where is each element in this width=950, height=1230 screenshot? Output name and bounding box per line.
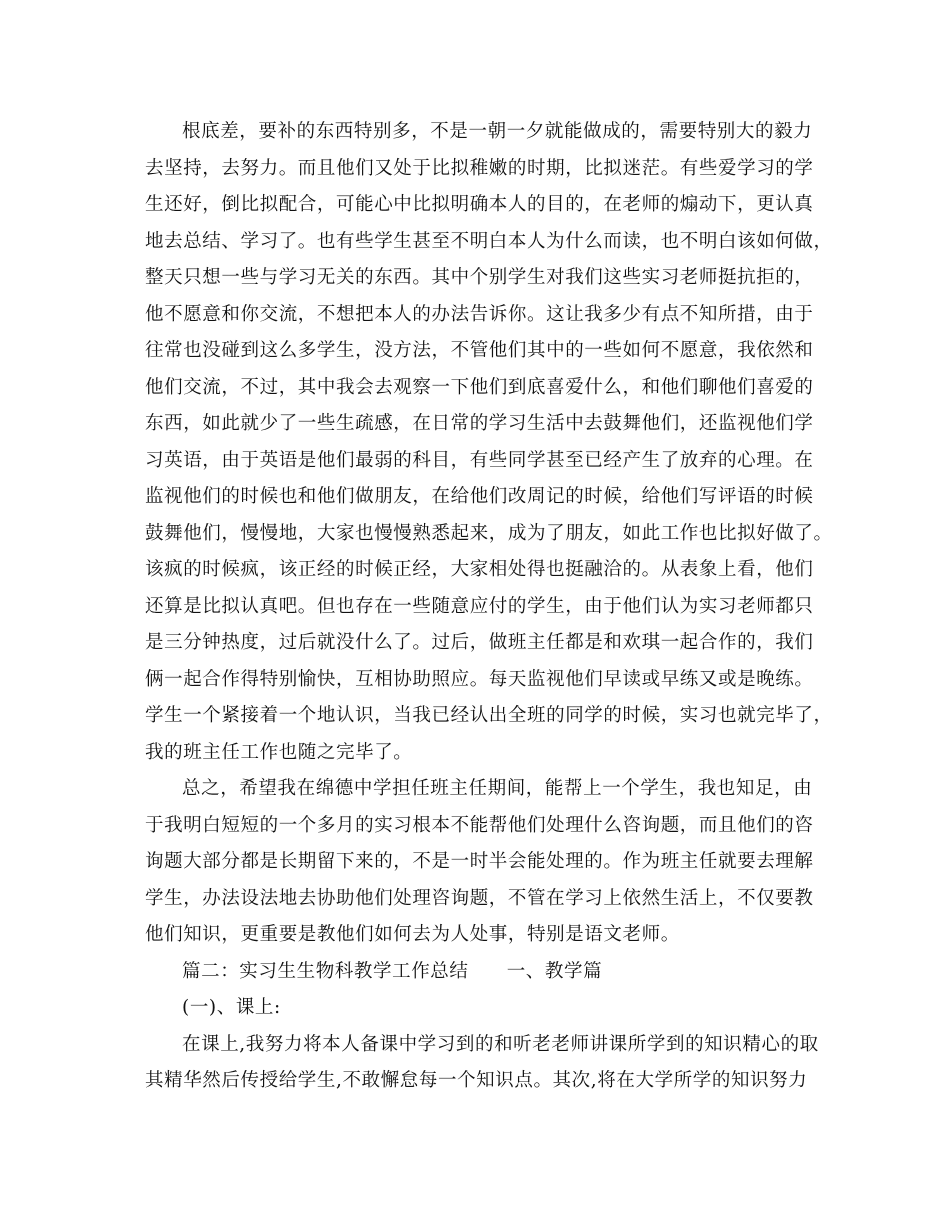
- text-line: 是三分钟热度，过后就没什么了。过后，做班主任都是和欢琪一起合作的，我们: [145, 632, 814, 653]
- text-line: 篇二：实习生生物科教学工作总结 一、教学篇: [182, 960, 603, 982]
- text-line: 我的班主任工作也随之完毕了。: [145, 741, 413, 763]
- text-line: 他们知识，更重要是教他们如何去为人处事，特别是语文老师。: [145, 924, 680, 945]
- text-line: 去坚持，去努力。而且他们又处于比拟稚嫩的时期，比拟迷茫。有些爱学习的学: [145, 157, 814, 179]
- text-line: 往常也没碰到这么多学生，没方法，不管他们其中的一些如何不愿意，我依然和: [145, 340, 814, 361]
- text-line: 询题大部分都是长期留下来的，不是一时半会能处理的。作为班主任就要去理解: [145, 851, 814, 872]
- text-line: 生还好，倒比拟配合，可能心中比拟明确本人的目的，在老师的煽动下，更认真: [145, 194, 814, 215]
- text-line: 总之，希望我在绵德中学担任班主任期间，能帮上一个学生，我也知足，由: [182, 778, 813, 799]
- text-line: 于我明白短短的一个多月的实习根本不能帮他们处理什么咨询题，而且他们的咨: [145, 814, 814, 836]
- text-line: 整天只想一些与学习无关的东西。其中个别学生对我们这些实习老师挺抗拒的，: [145, 267, 814, 288]
- text-line: 在课上,我努力将本人备课中学习到的和听老老师讲课所学到的知识精心的取: [182, 1033, 819, 1055]
- text-line: 根底差，要补的东西特别多，不是一朝一夕就能做成的，需要特别大的毅力: [182, 121, 813, 142]
- text-line: 他们交流，不过，其中我会去观察一下他们到底喜爱什么，和他们聊他们喜爱的: [145, 376, 814, 398]
- body-text: [145, 114, 833, 1100]
- text-line: 鼓舞他们，慢慢地，大家也慢慢熟悉起来，成为了朋友，如此工作也比拟好做了。: [145, 522, 833, 544]
- text-line: 监视他们的时候也和他们做朋友，在给他们改周记的时候，给他们写评语的时候: [145, 486, 814, 507]
- text-line: 东西，如此就少了一些生疏感，在日常的学习生活中去鼓舞他们，还监视他们学: [145, 413, 814, 434]
- text-line: 俩一起合作得特别愉快，互相协助照应。每天监视他们早读或早练又或是晚练。: [145, 668, 814, 690]
- text-line: 地去总结、学习了。也有些学生甚至不明白本人为什么而读，也不明白该如何做，: [145, 230, 833, 252]
- text-line: 学生一个紧接着一个地认识，当我已经认出全班的同学的时候，实习也就完毕了，: [145, 705, 833, 726]
- text-line: 其精华然后传授给学生,不敢懈怠每一个知识点。其次,将在大学所学的知识努力: [145, 1070, 808, 1091]
- text-line: 该疯的时候疯，该正经的时候正经，大家相处得也挺融洽的。从表象上看，他们: [145, 559, 814, 580]
- text-line: (一)、课上:: [182, 997, 281, 1018]
- text-line: 还算是比拟认真吧。但也存在一些随意应付的学生，由于他们认为实习老师都只: [145, 595, 814, 617]
- text-line: 习英语，由于英语是他们最弱的科目，有些同学甚至已经产生了放弃的心理。在: [145, 449, 814, 471]
- text-line: 他不愿意和你交流，不想把本人的办法告诉你。这让我多少有点不知所措，由于: [145, 303, 814, 325]
- text-line: 学生，办法设法地去协助他们处理咨询题，不管在学习上依然生活上，不仅要教: [145, 887, 814, 909]
